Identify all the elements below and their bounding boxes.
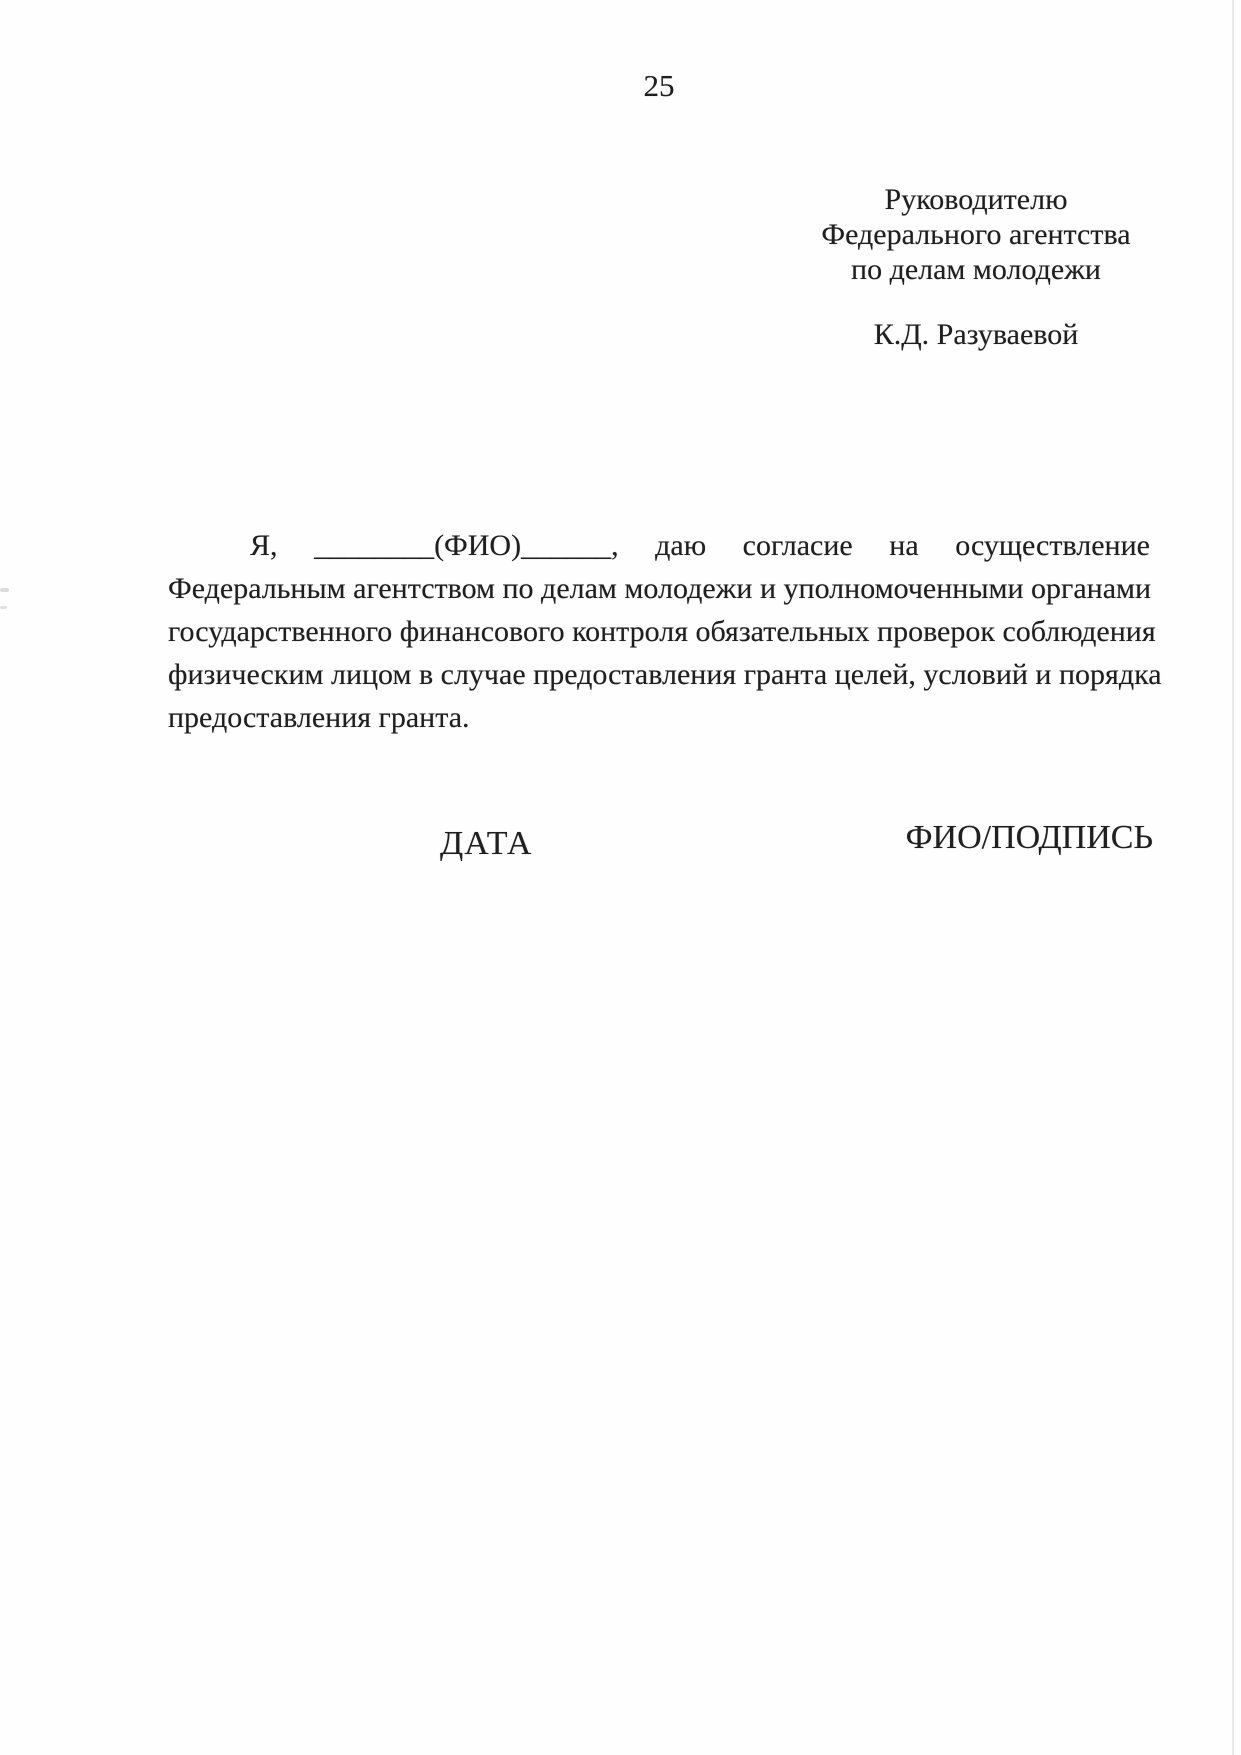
consent-line-2: Федеральным агентством по делам молодежи и уполномоченными органами bbox=[168, 572, 1152, 605]
recipient-address-block bbox=[790, 182, 1162, 287]
date-label: ДАТА bbox=[440, 825, 533, 862]
word-na: на bbox=[889, 529, 919, 562]
consent-line-3: государственного финансового контроля обязательных проверок соблюдения bbox=[168, 615, 1156, 648]
name-signature-label: ФИО/ПОДПИСЬ bbox=[905, 819, 1153, 856]
consent-line-5: предоставления гранта. bbox=[168, 701, 470, 734]
pronoun-text: Я, bbox=[250, 529, 278, 562]
word-osushchestvlenie: осуществление bbox=[955, 529, 1150, 562]
page-number: 25 bbox=[643, 68, 675, 103]
recipient-name: К.Д. Разуваевой bbox=[873, 318, 1079, 351]
consent-paragraph bbox=[168, 524, 1162, 739]
scan-smudge-artifact bbox=[0, 606, 7, 609]
word-dayu: даю bbox=[655, 529, 707, 562]
recipient-line-agency: Федерального агентства bbox=[821, 218, 1131, 251]
recipient-line-title: Руководителю bbox=[884, 183, 1068, 216]
consent-line-4: физическим лицом в случае предоставления гранта целей, условий и порядка bbox=[168, 658, 1162, 691]
word-soglasie: согласие bbox=[742, 529, 853, 562]
recipient-line-department: по делам молодежи bbox=[851, 253, 1101, 286]
scan-edge-shadow bbox=[1232, 0, 1234, 1755]
scan-smudge-artifact bbox=[0, 588, 9, 592]
consent-line-1 bbox=[168, 524, 1150, 567]
name-fill-in-blank: ________(ФИО)______, bbox=[314, 529, 619, 562]
